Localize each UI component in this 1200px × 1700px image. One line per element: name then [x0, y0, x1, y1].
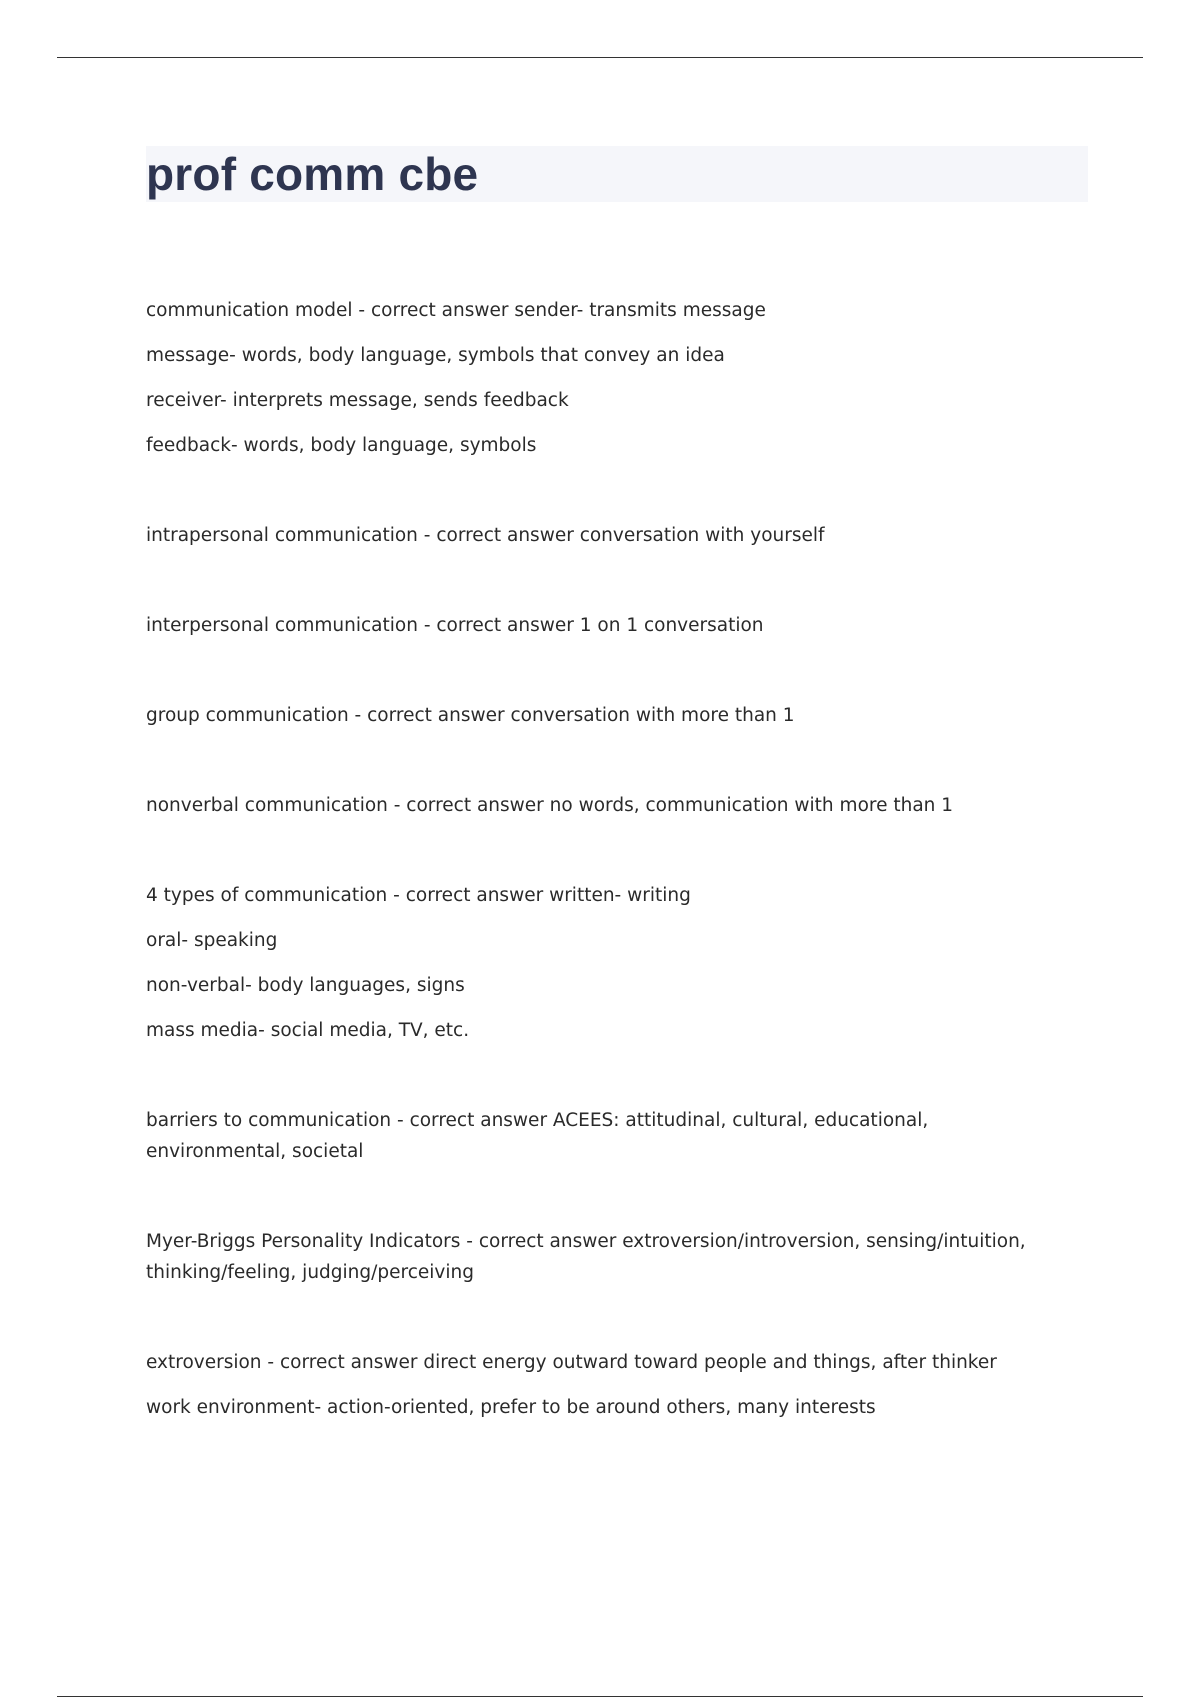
entry-line: non-verbal- body languages, signs	[146, 975, 465, 996]
footer-rule	[57, 1696, 1143, 1697]
header-rule	[57, 57, 1143, 58]
entry-line: message- words, body language, symbols that convey an idea	[146, 345, 725, 366]
document-body	[146, 288, 1066, 1475]
entry-line: mass media- social media, TV, etc.	[146, 1020, 470, 1041]
entry-line: 4 types of communication - correct answer written- writing	[146, 885, 691, 906]
entry-myer-briggs	[146, 1219, 1066, 1288]
entry-types-of-communication	[146, 873, 1066, 1053]
entry-line: feedback- words, body language, symbols	[146, 435, 537, 456]
entry-line: receiver- interprets message, sends feedback	[146, 390, 569, 411]
entry-line: work environment- action-oriented, prefer to be around others, many interests	[146, 1397, 876, 1418]
entry-line: communication model - correct answer sender- transmits message	[146, 300, 766, 321]
entry-line: nonverbal communication - correct answer no words, communication with more than 1	[146, 795, 954, 816]
page-title: prof comm cbe	[146, 148, 479, 200]
entry-intrapersonal-communication	[146, 513, 1066, 558]
entry-line: oral- speaking	[146, 930, 278, 951]
entry-barriers-to-communication	[146, 1098, 1066, 1167]
entry-extroversion	[146, 1340, 1066, 1430]
entry-group-communication	[146, 693, 1066, 738]
entry-line: interpersonal communication - correct answer 1 on 1 conversation	[146, 615, 764, 636]
entry-interpersonal-communication	[146, 603, 1066, 648]
entry-line: group communication - correct answer conversation with more than 1	[146, 705, 795, 726]
entry-line: extroversion - correct answer direct energy outward toward people and things, after thinker	[146, 1352, 997, 1373]
entry-communication-model	[146, 288, 1066, 468]
entry-line: barriers to communication - correct answer ACEES: attitudinal, cultural, educational, environmental, societal	[146, 1110, 929, 1162]
entry-line: intrapersonal communication - correct answer conversation with yourself	[146, 525, 825, 546]
entry-nonverbal-communication	[146, 783, 1066, 828]
entry-line: Myer-Briggs Personality Indicators - correct answer extroversion/introversion, sensing/intuition, thinking/feeling, judging/perceiving	[146, 1231, 1026, 1283]
